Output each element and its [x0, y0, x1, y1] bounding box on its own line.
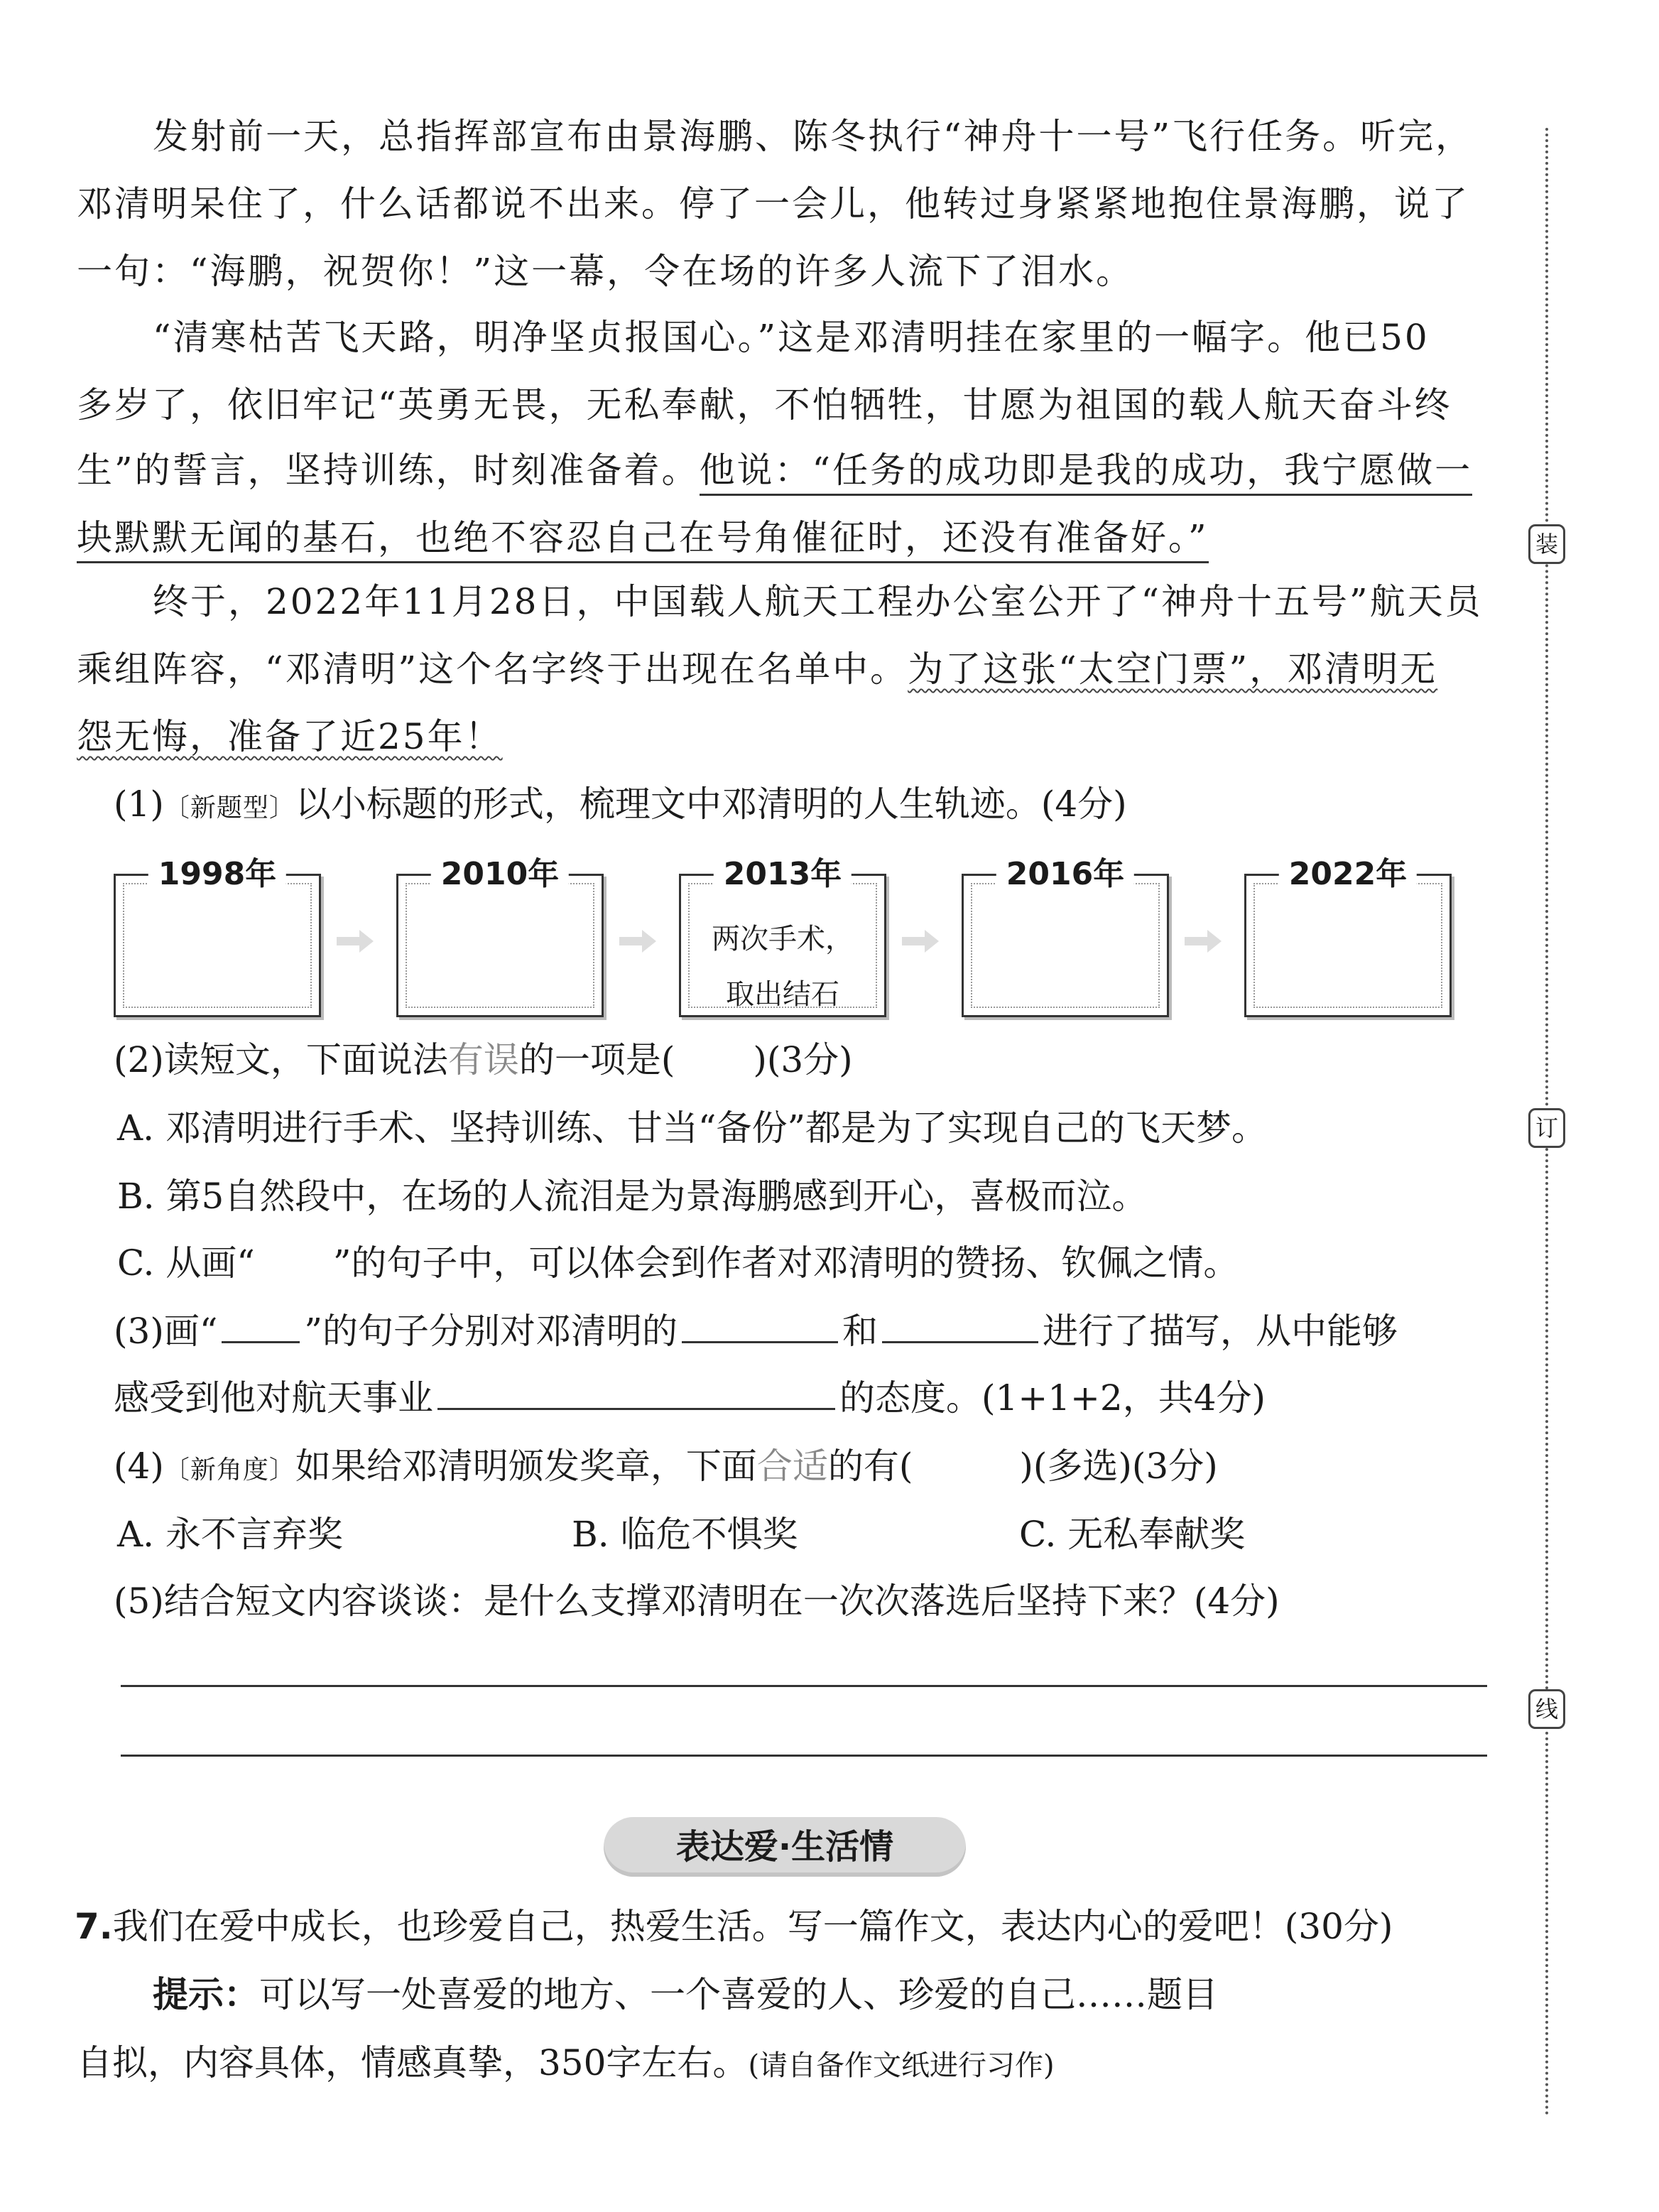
timeline-box-2022[interactable]	[1244, 856, 1452, 1017]
p1-line3: 一句：“海鹏，祝贺你！”这一幕，令在场的许多人流下了泪水。	[77, 251, 1134, 292]
timeline-box-2010[interactable]	[396, 856, 604, 1017]
q3-blank-1[interactable]	[682, 1313, 838, 1343]
q7-hint-line1: 提示：可以写一处喜爱的地方、一个喜爱的人、珍爱的自己……题目	[153, 1974, 1218, 2015]
q5-answer-line[interactable]	[121, 1685, 1487, 1687]
timeline	[114, 838, 1463, 1023]
question-3-cont: 感受到他对航天事业 的态度。(1+1+2，共4分)	[114, 1377, 1266, 1419]
question-7: 7.我们在爱中成长，也珍爱自己，热爱生活。写一篇作文，表达内心的爱吧！(30分)	[75, 1906, 1393, 1947]
q4-option-c: C. 无私奉献奖	[1019, 1514, 1246, 1555]
question-3: (3)画“ ”的句子分别对邓清明的 和 进行了描写，从中能够	[114, 1311, 1398, 1352]
q1-number: (1)	[114, 784, 164, 825]
timeline-year: 2016年	[996, 855, 1134, 894]
timeline-year: 2010年	[431, 855, 569, 894]
question-2: (2)读短文，下面说法有误的一项是( )(3分)	[114, 1039, 853, 1080]
p3-line3	[77, 714, 1504, 759]
q1-text: 以小标题的形式，梳理文中邓清明的人生轨迹。(4分)	[295, 784, 1127, 825]
wavy-sentence-end: 怨无悔，准备了近25年！	[77, 716, 503, 757]
p2-line3	[77, 448, 1504, 493]
arrow-right-icon	[1182, 927, 1224, 955]
hint-note: (请自备作文纸进行习作)	[748, 2049, 1055, 2082]
timeline-year: 1998年	[148, 855, 286, 894]
timeline-box-2016[interactable]	[962, 856, 1169, 1017]
q4-option-a: A. 永不言弃奖	[117, 1514, 343, 1555]
hint-label: 提示：	[153, 1974, 259, 2015]
underlined-quote-start: 他说：“任务的成功即是我的成功，我宁愿做一	[700, 450, 1473, 496]
arrow-right-icon	[899, 927, 942, 955]
timeline-year: 2013年	[714, 855, 852, 894]
timeline-entry-2013: 两次手术， 取出结石	[712, 923, 854, 1011]
question-5: (5)结合短文内容谈谈：是什么支撑邓清明在一次次落选后坚持下来？(4分)	[114, 1581, 1280, 1622]
binding-mark: 订	[1528, 1108, 1565, 1148]
question-4: (4)〔新角度〕如果给邓清明颁发奖章，下面合适的有( )(多选)(3分)	[114, 1446, 1218, 1487]
q3-blank-2[interactable]	[882, 1313, 1038, 1343]
p3-line2-plain: 乘组阵容，“邓清明”这个名字终于出现在名单中。	[77, 649, 908, 690]
wavy-line-symbol	[255, 1254, 333, 1275]
p2-line4	[77, 515, 1504, 560]
p2-line1: “清寒枯苦飞天路，明净坚贞报国心。”这是邓清明挂在家里的一幅字。他已50	[153, 317, 1430, 358]
binding-mark: 线	[1528, 1689, 1565, 1729]
q5-answer-line[interactable]	[121, 1755, 1487, 1757]
wavy-sentence-start: 为了这张“太空门票”，邓清明无	[908, 649, 1438, 690]
q7-number: 7.	[75, 1906, 113, 1947]
timeline-year: 2022年	[1279, 855, 1417, 894]
p2-line2: 多岁了，依旧牢记“英勇无畏，无私奉献，不怕牺牲，甘愿为祖国的载人航天奋斗终	[77, 384, 1452, 425]
q2-option-a: A. 邓清明进行手术、坚持训练、甘当“备份”都是为了实现自己的飞天梦。	[117, 1107, 1268, 1149]
section-title: 表达爱·生活情	[604, 1817, 966, 1877]
q4-tag: 〔新角度〕	[163, 1455, 295, 1485]
timeline-box-1998[interactable]	[114, 856, 321, 1017]
binding-mark: 装	[1528, 524, 1565, 564]
underlined-quote-end: 块默默无闻的基石，也绝不容忍自己在号角催征时，还没有准备好。”	[77, 517, 1209, 563]
q3-blank-3[interactable]	[437, 1379, 835, 1410]
straight-line-symbol	[222, 1313, 300, 1343]
p3-line2	[77, 646, 1504, 692]
q1-tag: 〔新题型〕	[163, 793, 295, 823]
p1-line2: 邓清明呆住了，什么话都说不出来。停了一会儿，他转过身紧紧地抱住景海鹏，说了	[77, 183, 1469, 224]
q7-hint-line2: 自拟，内容具体，情感真挚，350字左右。(请自备作文纸进行习作)	[77, 2042, 1055, 2083]
timeline-box-2013	[679, 856, 886, 1017]
arrow-right-icon	[616, 927, 659, 955]
q2-option-c: C. 从画“ ”的句子中，可以体会到作者对邓清明的赞扬、钦佩之情。	[117, 1242, 1239, 1284]
p3-line1: 终于，2022年11月28日，中国载人航天工程办公室公开了“神舟十五号”航天员	[153, 581, 1483, 622]
question-1	[114, 781, 1541, 831]
q4-emphasis: 合适	[756, 1446, 828, 1487]
arrow-right-icon	[334, 927, 376, 955]
p1-line1: 发射前一天，总指挥部宣布由景海鹏、陈冬执行“神舟十一号”飞行任务。听完，	[153, 116, 1474, 157]
p2-line3-plain: 生”的誓言，坚持训练，时刻准备着。	[77, 450, 700, 491]
q4-option-b: B. 临危不惧奖	[572, 1514, 798, 1555]
q2-option-b: B. 第5自然段中，在场的人流泪是为景海鹏感到开心，喜极而泣。	[117, 1176, 1148, 1217]
q2-emphasis: 有误	[447, 1039, 519, 1080]
